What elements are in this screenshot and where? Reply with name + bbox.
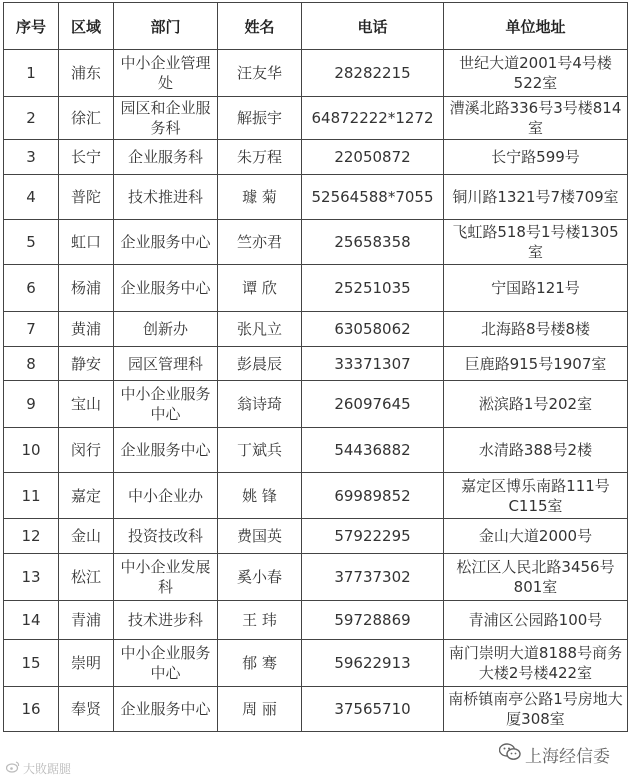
cell-name: 谭 欣 (218, 265, 302, 312)
cell-name: 费国英 (218, 519, 302, 554)
cell-name: 解振宇 (218, 97, 302, 140)
cell-address: 世纪大道2001号4号楼522室 (444, 50, 628, 97)
table-row (4, 640, 628, 687)
cell-no: 8 (4, 347, 59, 381)
cell-dept: 中小企业发展科 (114, 554, 218, 601)
cell-dept: 企业服务中心 (114, 428, 218, 473)
cell-address: 南桥镇南亭公路1号房地大厦308室 (444, 687, 628, 732)
cell-phone: 52564588*7055 (302, 175, 444, 220)
table-row (4, 140, 628, 175)
cell-district: 黄浦 (59, 312, 114, 347)
cell-district: 青浦 (59, 601, 114, 640)
cell-dept: 企业服务中心 (114, 265, 218, 312)
cell-address: 淞滨路1号202室 (444, 381, 628, 428)
cell-phone: 59728869 (302, 601, 444, 640)
cell-district: 闵行 (59, 428, 114, 473)
cell-address: 漕溪北路336号3号楼814室 (444, 97, 628, 140)
cell-phone: 64872222*1272 (302, 97, 444, 140)
cell-no: 6 (4, 265, 59, 312)
cell-name: 王 玮 (218, 601, 302, 640)
cell-phone: 37565710 (302, 687, 444, 732)
table-row (4, 220, 628, 265)
cell-district: 虹口 (59, 220, 114, 265)
cell-no: 13 (4, 554, 59, 601)
header-no: 序号 (4, 3, 59, 50)
cell-address: 飞虹路518号1号楼1305室 (444, 220, 628, 265)
cell-phone: 54436882 (302, 428, 444, 473)
cell-district: 浦东 (59, 50, 114, 97)
cell-no: 4 (4, 175, 59, 220)
cell-name: 璩 菊 (218, 175, 302, 220)
table-row (4, 97, 628, 140)
cell-district: 长宁 (59, 140, 114, 175)
cell-district: 徐汇 (59, 97, 114, 140)
cell-phone: 59622913 (302, 640, 444, 687)
table-row (4, 687, 628, 732)
cell-phone: 33371307 (302, 347, 444, 381)
cell-name: 翁诗琦 (218, 381, 302, 428)
cell-phone: 26097645 (302, 381, 444, 428)
header-name: 姓名 (218, 3, 302, 50)
cell-district: 静安 (59, 347, 114, 381)
table-row (4, 347, 628, 381)
cell-phone: 69989852 (302, 473, 444, 519)
watermark-left (6, 760, 71, 777)
cell-dept: 企业服务中心 (114, 220, 218, 265)
table-row (4, 265, 628, 312)
cell-no: 1 (4, 50, 59, 97)
cell-phone: 57922295 (302, 519, 444, 554)
cell-address: 松江区人民北路3456号801室 (444, 554, 628, 601)
watermark-right-text: 上海经信委 (525, 747, 610, 767)
cell-no: 9 (4, 381, 59, 428)
cell-dept: 企业服务中心 (114, 687, 218, 732)
cell-dept: 技术推进科 (114, 175, 218, 220)
cell-address: 宁国路121号 (444, 265, 628, 312)
cell-phone: 63058062 (302, 312, 444, 347)
cell-name: 周 丽 (218, 687, 302, 732)
cell-no: 11 (4, 473, 59, 519)
cell-name: 丁斌兵 (218, 428, 302, 473)
cell-district: 宝山 (59, 381, 114, 428)
wechat-icon (499, 743, 521, 766)
contact-table (3, 2, 628, 732)
table-row (4, 519, 628, 554)
cell-phone: 28282215 (302, 50, 444, 97)
header-district: 区域 (59, 3, 114, 50)
cell-name: 朱万程 (218, 140, 302, 175)
cell-district: 松江 (59, 554, 114, 601)
header-row (4, 3, 628, 50)
cell-no: 16 (4, 687, 59, 732)
cell-district: 金山 (59, 519, 114, 554)
cell-name: 郁 骞 (218, 640, 302, 687)
cell-district: 普陀 (59, 175, 114, 220)
cell-address: 嘉定区博乐南路111号C115室 (444, 473, 628, 519)
cell-district: 崇明 (59, 640, 114, 687)
cell-name: 竺亦君 (218, 220, 302, 265)
cell-address: 青浦区公园路100号 (444, 601, 628, 640)
table-row (4, 601, 628, 640)
table-row (4, 175, 628, 220)
cell-phone: 22050872 (302, 140, 444, 175)
weibo-icon (6, 761, 20, 776)
cell-district: 奉贤 (59, 687, 114, 732)
cell-no: 7 (4, 312, 59, 347)
cell-address: 南门崇明大道8188号商务大楼2号楼422室 (444, 640, 628, 687)
cell-dept: 中小企业管理处 (114, 50, 218, 97)
cell-district: 杨浦 (59, 265, 114, 312)
cell-name: 奚小春 (218, 554, 302, 601)
cell-address: 巨鹿路915号1907室 (444, 347, 628, 381)
cell-no: 15 (4, 640, 59, 687)
cell-dept: 园区管理科 (114, 347, 218, 381)
cell-no: 5 (4, 220, 59, 265)
cell-district: 嘉定 (59, 473, 114, 519)
table-row (4, 381, 628, 428)
cell-dept: 创新办 (114, 312, 218, 347)
watermark-right (499, 742, 610, 767)
table-row (4, 428, 628, 473)
cell-no: 10 (4, 428, 59, 473)
table-row (4, 473, 628, 519)
cell-address: 水清路388号2楼 (444, 428, 628, 473)
watermark-left-text: 大敗踞腿 (23, 762, 72, 776)
cell-address: 铜川路1321号7楼709室 (444, 175, 628, 220)
cell-phone: 37737302 (302, 554, 444, 601)
cell-phone: 25658358 (302, 220, 444, 265)
cell-name: 姚 锋 (218, 473, 302, 519)
table-row (4, 50, 628, 97)
header-dept: 部门 (114, 3, 218, 50)
cell-no: 14 (4, 601, 59, 640)
table-row (4, 312, 628, 347)
cell-dept: 投资技改科 (114, 519, 218, 554)
cell-dept: 中小企业服务中心 (114, 640, 218, 687)
table-row (4, 554, 628, 601)
cell-address: 北海路8号楼8楼 (444, 312, 628, 347)
cell-address: 金山大道2000号 (444, 519, 628, 554)
header-address: 单位地址 (444, 3, 628, 50)
cell-name: 汪友华 (218, 50, 302, 97)
cell-name: 张凡立 (218, 312, 302, 347)
cell-address: 长宁路599号 (444, 140, 628, 175)
cell-dept: 中小企业办 (114, 473, 218, 519)
cell-no: 3 (4, 140, 59, 175)
cell-dept: 企业服务科 (114, 140, 218, 175)
cell-dept: 园区和企业服务科 (114, 97, 218, 140)
header-phone: 电话 (302, 3, 444, 50)
cell-phone: 25251035 (302, 265, 444, 312)
cell-dept: 中小企业服务中心 (114, 381, 218, 428)
cell-no: 12 (4, 519, 59, 554)
cell-no: 2 (4, 97, 59, 140)
cell-dept: 技术进步科 (114, 601, 218, 640)
cell-name: 彭晨辰 (218, 347, 302, 381)
